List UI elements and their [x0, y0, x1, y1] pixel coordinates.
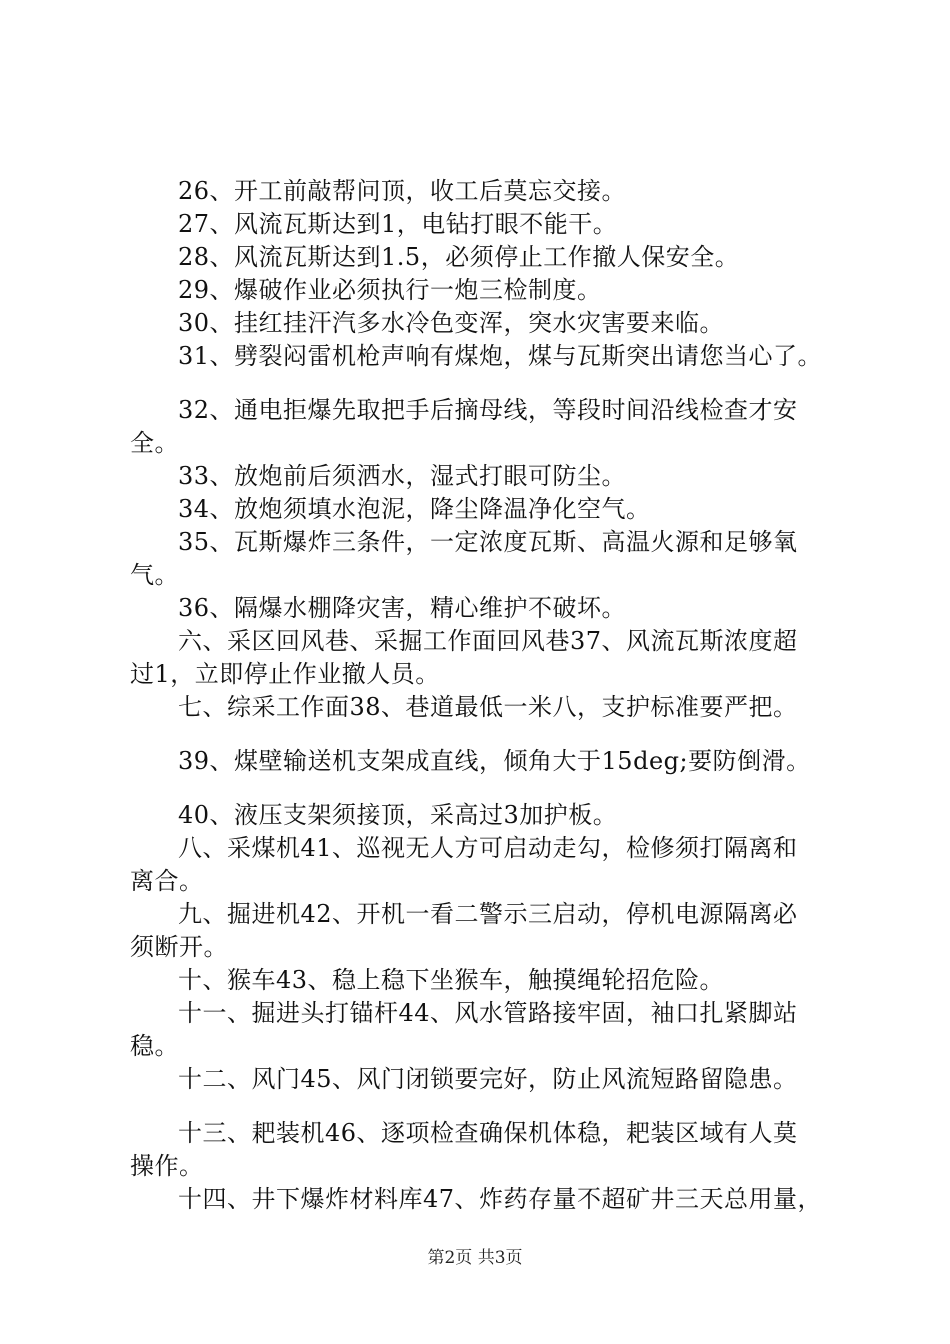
text-line: 26、开工前敲帮问顶，收工后莫忘交接。 — [178, 177, 627, 205]
text-line: 31、劈裂闷雷机枪声响有煤炮，煤与瓦斯突出请您当心了。 — [178, 342, 823, 370]
text-line: 过1，立即停止作业撤人员。 — [130, 660, 440, 688]
text-line: 36、隔爆水棚降灾害，精心维护不破坏。 — [178, 594, 627, 622]
text-line: 34、放炮须填水泡泥，降尘降温净化空气。 — [178, 495, 651, 523]
text-line: 十一、掘进头打锚杆44、风水管路接牢固，袖口扎紧脚站 — [178, 999, 798, 1027]
text-line: 九、掘进机42、开机一看二警示三启动，停机电源隔离必 — [178, 900, 798, 928]
text-line: 28、风流瓦斯达到1.5，必须停止工作撤人保安全。 — [178, 243, 740, 271]
text-line: 六、采区回风巷、采掘工作面回风巷37、风流瓦斯浓度超 — [178, 627, 798, 655]
text-line: 十四、井下爆炸材料库47、炸药存量不超矿井三天总用量， — [178, 1185, 823, 1213]
text-line: 七、综采工作面38、巷道最低一米八，支护标准要严把。 — [178, 693, 798, 721]
text-line: 27、风流瓦斯达到1，电钻打眼不能干。 — [178, 210, 618, 238]
text-line: 气。 — [130, 561, 179, 589]
text-line: 30、挂红挂汗汽多水冷色变浑，突水灾害要来临。 — [178, 309, 725, 337]
text-line: 40、液压支架须接顶，采高过3加护板。 — [178, 801, 618, 829]
text-line: 十、猴车43、稳上稳下坐猴车，触摸绳轮招危险。 — [178, 966, 725, 994]
text-line: 39、煤壁输送机支架成直线，倾角大于15deg;要防倒滑。 — [178, 747, 811, 775]
text-line: 八、采煤机41、巡视无人方可启动走勾，检修须打隔离和 — [178, 834, 798, 862]
text-line: 29、爆破作业必须执行一炮三检制度。 — [178, 276, 602, 304]
text-line: 33、放炮前后须洒水，湿式打眼可防尘。 — [178, 462, 627, 490]
text-line: 十二、风门45、风门闭锁要完好，防止风流短路留隐患。 — [178, 1065, 798, 1093]
text-line: 离合。 — [130, 867, 204, 895]
text-line: 35、瓦斯爆炸三条件，一定浓度瓦斯、高温火源和足够氧 — [178, 528, 798, 556]
text-line: 须断开。 — [130, 933, 228, 961]
text-line: 32、通电拒爆先取把手后摘母线，等段时间沿线检查才安 — [178, 396, 798, 424]
page-number-footer: 第2页 共3页 — [427, 1248, 523, 1268]
text-line: 操作。 — [130, 1152, 204, 1180]
text-line: 全。 — [130, 429, 179, 457]
text-line: 十三、耙装机46、逐项检查确保机体稳，耙装区域有人莫 — [178, 1119, 798, 1147]
text-line: 稳。 — [130, 1032, 179, 1060]
